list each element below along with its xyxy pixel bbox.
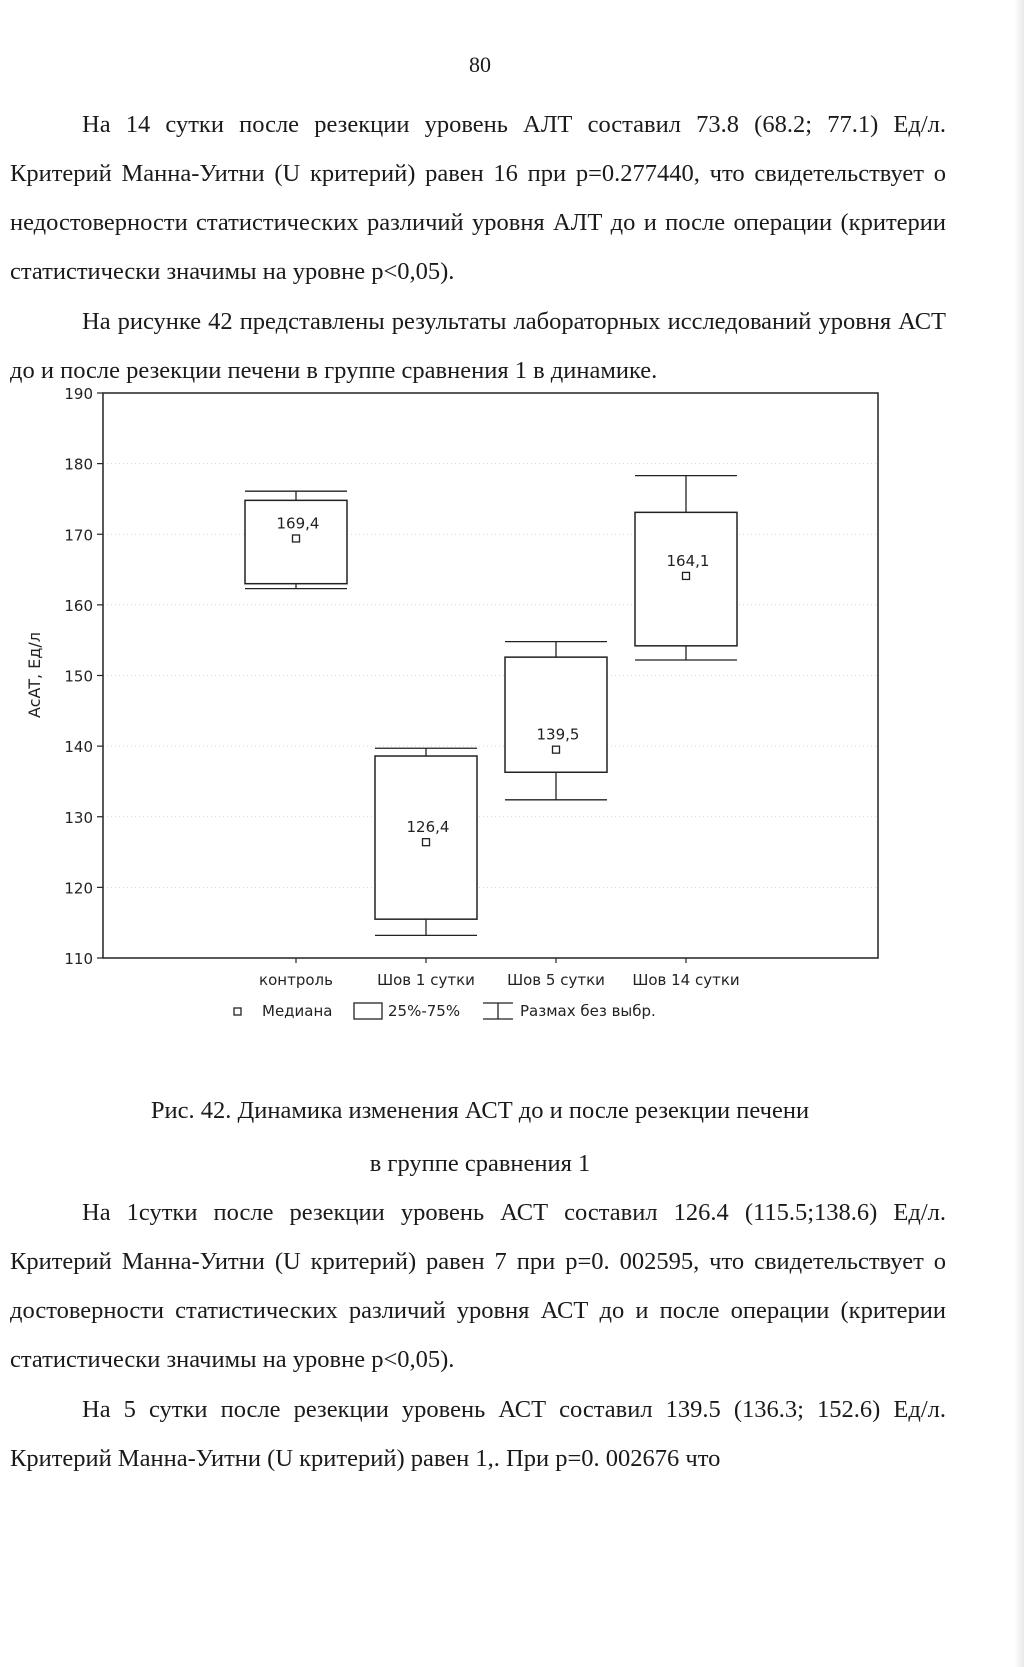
x-tick-label: Шов 14 сутки xyxy=(632,971,740,989)
x-tick-label: Шов 1 сутки xyxy=(377,971,475,989)
y-tick-label: 120 xyxy=(64,879,93,898)
y-tick-label: 170 xyxy=(64,526,93,545)
y-tick-label: 180 xyxy=(64,455,93,474)
median-marker xyxy=(553,746,560,753)
paragraph-ast-day5: На 5 сутки после резекции уровень АСТ составил 139.5 (136.3; 152.6) Ед/л. Критерий Манна-Уитни (U критерий) равен 1,. При p=0. 002676 что xyxy=(10,1396,946,1472)
box-4 xyxy=(635,476,737,660)
box-plot-chart xyxy=(0,385,960,1040)
box-3 xyxy=(505,642,607,800)
grid-lines xyxy=(103,464,878,888)
chart-legend xyxy=(234,1002,656,1020)
paragraph-ast-day1: На 1сутки после резекции уровень АСТ составил 126.4 (115.5;138.6) Ед/л. Критерий Манна-Уитни (U критерий) равен 7 при p=0. 002595, что свидетельствует о достоверности статистических различий уровня АСТ до и после операции (критерии статистически значимы на уровне p<0,05). xyxy=(10,1199,946,1373)
box-1 xyxy=(245,491,347,588)
y-axis-label: AcAT, Ед/л xyxy=(25,632,44,718)
legend-box-label: 25%-75% xyxy=(388,1002,461,1020)
y-axis-ticks xyxy=(64,385,103,968)
median-value-label: 139,5 xyxy=(536,725,580,744)
legend-box-icon xyxy=(354,1003,382,1019)
legend-whisker-icon xyxy=(483,1003,513,1019)
y-tick-label: 140 xyxy=(64,738,93,757)
y-tick-label: 130 xyxy=(64,808,93,827)
x-tick-label: Шов 5 сутки xyxy=(507,971,605,989)
paragraph-alt-day14: На 14 сутки после резекции уровень АЛТ составил 73.8 (68.2; 77.1) Ед/л. Критерий Манна-Уитни (U критерий) равен 16 при p=0.277440, что свидетельствует о недостоверности статистических различий уровня АЛТ до и после операции (критерии статистически значимы на уровне p<0,05). xyxy=(10,111,946,285)
legend-median-icon xyxy=(234,1008,241,1015)
median-value-label: 126,4 xyxy=(406,818,450,837)
figure-caption-line2: в группе сравнения 1 xyxy=(369,1150,591,1177)
x-axis-ticks xyxy=(259,958,740,989)
box-2 xyxy=(375,748,477,935)
iqr-box xyxy=(505,657,607,772)
median-value-label: 164,1 xyxy=(666,551,710,570)
paragraph-figure-intro: На рисунке 42 представлены результаты лабораторных исследований уровня АСТ до и после резекции печени в группе сравнения 1 в динамике. xyxy=(10,308,946,384)
legend-median-label: Медиана xyxy=(262,1002,333,1020)
figure-caption-line1: Рис. 42. Динамика изменения АСТ до и после резекции печени xyxy=(150,1097,810,1124)
legend-whisker-label: Размах без выбр. xyxy=(520,1002,656,1020)
box-series xyxy=(245,476,737,936)
x-tick-label: контроль xyxy=(259,971,333,989)
median-value-label: 169,4 xyxy=(276,514,320,533)
page-edge-shadow xyxy=(1014,0,1024,1667)
y-tick-label: 110 xyxy=(64,950,93,968)
y-tick-label: 190 xyxy=(64,385,93,403)
median-marker xyxy=(423,839,430,846)
iqr-box xyxy=(375,756,477,919)
median-marker xyxy=(683,572,690,579)
median-marker xyxy=(293,535,300,542)
y-tick-label: 150 xyxy=(64,667,93,686)
y-tick-label: 160 xyxy=(64,596,93,615)
page-number: 80 xyxy=(469,52,491,77)
